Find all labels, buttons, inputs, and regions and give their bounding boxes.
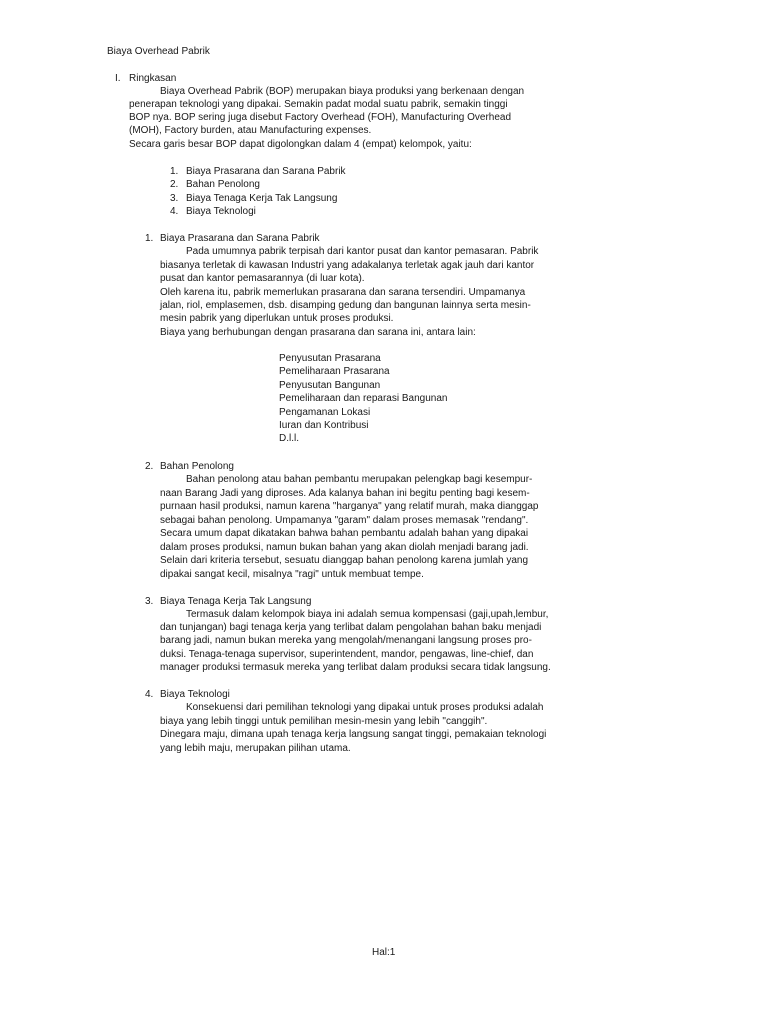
subsection-number: 3. xyxy=(145,596,154,607)
paragraph-line: jalan, riol, emplasemen, dsb. disamping gedung dan bangunan lainnya serta mesin- xyxy=(160,300,531,311)
cost-item: Pemeliharaan dan reparasi Bangunan xyxy=(279,393,448,404)
paragraph-line: pusat dan kantor pemasarannya (di luar kota). xyxy=(160,273,365,284)
paragraph-line: Biaya yang berhubungan dengan prasarana dan sarana ini, antara lain: xyxy=(160,327,476,338)
list-item-number: 1. xyxy=(170,166,179,177)
paragraph-line: biaya yang lebih tinggi untuk pemilihan mesin-mesin yang lebih "canggih". xyxy=(160,716,488,727)
list-item-number: 3. xyxy=(170,193,179,204)
cost-item: Pengamanan Lokasi xyxy=(279,407,371,418)
list-item: Biaya Prasarana dan Sarana Pabrik xyxy=(186,166,346,177)
paragraph-line: Konsekuensi dari pemilihan teknologi yang dipakai untuk proses produksi adalah xyxy=(186,702,544,713)
paragraph-line: biasanya terletak di kawasan Industri yang adakalanya terletak agak jauh dari kantor xyxy=(160,260,535,271)
cost-item: Penyusutan Prasarana xyxy=(279,353,381,364)
paragraph-line: Biaya Overhead Pabrik (BOP) merupakan biaya produksi yang berkenaan dengan xyxy=(160,86,525,97)
paragraph-line: mesin pabrik yang diperlukan untuk proses produksi. xyxy=(160,313,394,324)
paragraph-line: dalam proses produksi, namun bukan bahan yang akan diolah menjadi barang jadi. xyxy=(160,542,529,553)
paragraph-line: barang jadi, namun bukan mereka yang mengolah/menangani langsung proses pro- xyxy=(160,635,532,646)
paragraph-line: Dinegara maju, dimana upah tenaga kerja langsung sangat tinggi, pemakaian teknologi xyxy=(160,729,547,740)
subsection-title: Biaya Prasarana dan Sarana Pabrik xyxy=(160,233,320,244)
cost-item: Pemeliharaan Prasarana xyxy=(279,366,390,377)
subsection-number: 1. xyxy=(145,233,154,244)
paragraph-line: Secara garis besar BOP dapat digolongkan dalam 4 (empat) kelompok, yaitu: xyxy=(129,139,472,150)
paragraph-line: manager produksi termasuk mereka yang terlibat dalam produksi secara tidak langsung. xyxy=(160,662,551,673)
section-title: Ringkasan xyxy=(129,73,177,84)
paragraph-line: purnaan hasil produksi, namun karena "harganya" yang relatif murah, maka dianggap xyxy=(160,501,539,512)
list-item: Bahan Penolong xyxy=(186,179,260,190)
paragraph-line: Termasuk dalam kelompok biaya ini adalah semua kompensasi (gaji,upah,lembur, xyxy=(186,609,549,620)
cost-item: D.l.l. xyxy=(279,433,299,444)
paragraph-line: naan Barang Jadi yang diproses. Ada kalanya bahan ini begitu penting bagi kesem- xyxy=(160,488,530,499)
subsection-title: Bahan Penolong xyxy=(160,461,234,472)
paragraph-line: Pada umumnya pabrik terpisah dari kantor pusat dan kantor pemasaran. Pabrik xyxy=(186,246,539,257)
list-item-number: 4. xyxy=(170,206,179,217)
paragraph-line: dan tunjangan) bagi tenaga kerja yang terlibat dalam pengolahan bahan baku menjadi xyxy=(160,622,542,633)
subsection-number: 4. xyxy=(145,689,154,700)
paragraph-line: Secara umum dapat dikatakan bahwa bahan pembantu adalah bahan yang dipakai xyxy=(160,528,529,539)
subsection-title: Biaya Teknologi xyxy=(160,689,230,700)
list-item-number: 2. xyxy=(170,179,179,190)
cost-item: Penyusutan Bangunan xyxy=(279,380,381,391)
paragraph-line: BOP nya. BOP sering juga disebut Factory Overhead (FOH), Manufacturing Overhead xyxy=(129,112,512,123)
document-title: Biaya Overhead Pabrik xyxy=(107,46,210,57)
paragraph-line: Selain dari kriteria tersebut, sesuatu dianggap bahan penolong karena jumlah yang xyxy=(160,555,529,566)
paragraph-line: sebagai bahan penolong. Umpamanya "garam" dalam proses memasak "rendang". xyxy=(160,515,529,526)
paragraph-line: Bahan penolong atau bahan pembantu merupakan pelengkap bagi kesempur- xyxy=(186,474,533,485)
list-item: Biaya Teknologi xyxy=(186,206,256,217)
paragraph-line: dipakai sangat kecil, misalnya "ragi" untuk membuat tempe. xyxy=(160,569,424,580)
paragraph-line: yang lebih maju, merupakan pilihan utama. xyxy=(160,743,351,754)
paragraph-line: (MOH), Factory burden, atau Manufacturing expenses. xyxy=(129,125,372,136)
subsection-number: 2. xyxy=(145,461,154,472)
paragraph-line: duksi. Tenaga-tenaga supervisor, superintendent, mandor, pengawas, line-chief, dan xyxy=(160,649,534,660)
cost-item: Iuran dan Kontribusi xyxy=(279,420,369,431)
paragraph-line: Oleh karena itu, pabrik memerlukan prasarana dan sarana tersendiri. Umpamanya xyxy=(160,287,526,298)
section-number: I. xyxy=(115,73,121,84)
page-number: Hal:1 xyxy=(372,947,396,958)
list-item: Biaya Tenaga Kerja Tak Langsung xyxy=(186,193,338,204)
paragraph-line: penerapan teknologi yang dipakai. Semakin padat modal suatu pabrik, semakin tinggi xyxy=(129,99,508,110)
subsection-title: Biaya Tenaga Kerja Tak Langsung xyxy=(160,596,312,607)
